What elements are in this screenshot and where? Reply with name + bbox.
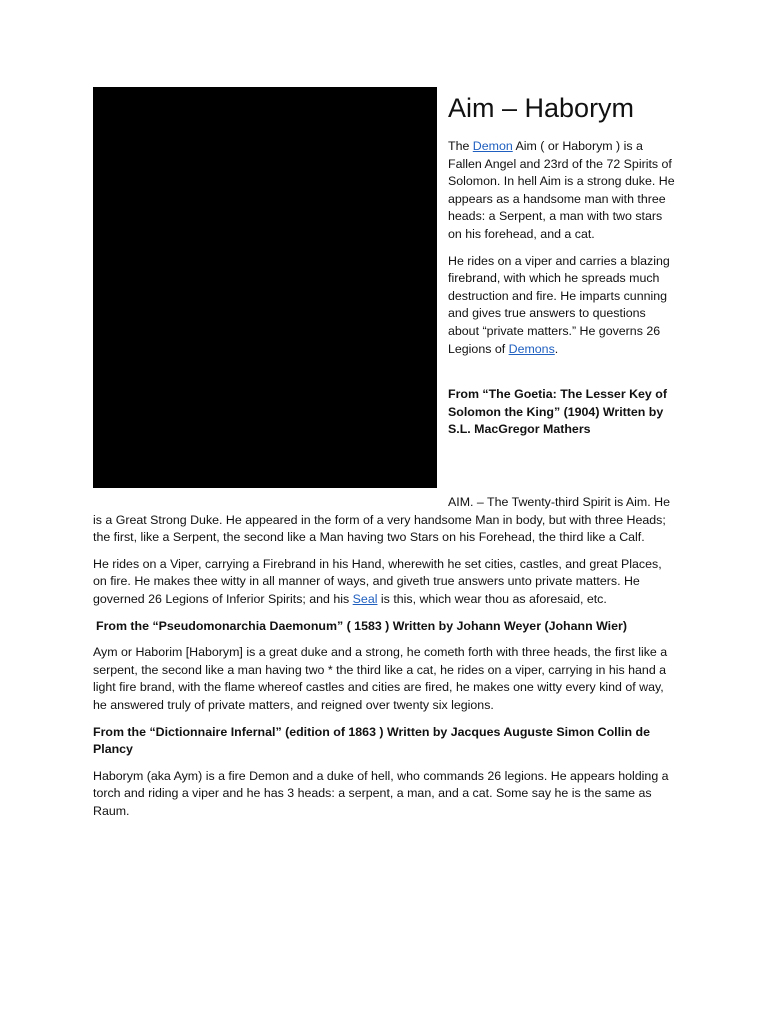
pseudo-paragraph: Aym or Haborim [Haborym] is a great duke and a strong, he cometh forth with three heads, the first like a serpent, the second like a man having two * the third like a cat, he rides on a viper, carrying in his hand a light fire brand, with the flame whereof castles and cities are fired, he makes one witty every kind of way, he answered truly of private matters, and reigned over twenty six legions. xyxy=(93,645,668,712)
viper-text-end: . xyxy=(554,341,559,356)
intro-text-end: Aim ( or Haborym ) is a Fallen Angel and 23rd of the 72 Spirits of Solomon. In hell Aim is a strong duke. He appears as a handsome man with three heads: a Serpent, a man with two stars on his forehead, and a cat. xyxy=(448,139,675,241)
dictionnaire-heading: From the “Dictionnaire Infernal” (edition of 1863 ) Written by Jacques Auguste Simon Collin de Plancy xyxy=(93,724,650,757)
pseudo-heading: From the “Pseudomonarchia Daemonum” ( 1583 ) Written by Johann Weyer (Johann Wier) xyxy=(96,618,627,633)
goetia-paragraph-1: AIM. – The Twenty-third Spirit is Aim. He is a Great Strong Duke. He appeared in the form of a very handsome Man in body, but with three Heads; the first, like a Serpent, the second like a Man having two Stars on his Forehead, the third like a Calf. xyxy=(93,495,670,545)
main-column xyxy=(93,494,678,830)
intro-text-start: The xyxy=(448,139,473,153)
seal-link[interactable]: Seal xyxy=(352,591,378,606)
demon-link[interactable]: Demon xyxy=(472,139,513,153)
dictionnaire-paragraph: Haborym (aka Aym) is a fire Demon and a duke of hell, who commands 26 legions. He appears holding a torch and riding a viper and he has 3 heads: a serpent, a man, and a cat. Some say he is the same as Raum. xyxy=(93,768,669,818)
viper-text-start: He rides on a viper and carries a blazing firebrand, with which he spreads much destruction and fire. He imparts cunning and gives true answers to questions about “private matters.” He governs 26 Legions of xyxy=(448,253,670,356)
black-image xyxy=(93,87,437,488)
goetia-text-end: is this, which wear thou as aforesaid, etc. xyxy=(377,591,607,606)
side-column xyxy=(448,138,676,448)
intro-paragraph xyxy=(448,138,676,244)
goetia-paragraph-2 xyxy=(93,556,678,609)
goetia-text-start: He rides on a Viper, carrying a Firebrand in his Hand, wherewith he set cities, castles, and great Places, on fire. He makes thee witty in all manner of ways, and giveth true answers unto private matters. He governed 26 Legions of Inferior Spirits; and his xyxy=(93,556,662,606)
demons-link[interactable]: Demons xyxy=(508,341,555,356)
goetia-heading: From “The Goetia: The Lesser Key of Solomon the King” (1904) Written by S.L. MacGregor Mathers xyxy=(448,387,667,437)
viper-paragraph xyxy=(448,253,676,359)
page-title: Aim – Haborym xyxy=(448,93,635,123)
